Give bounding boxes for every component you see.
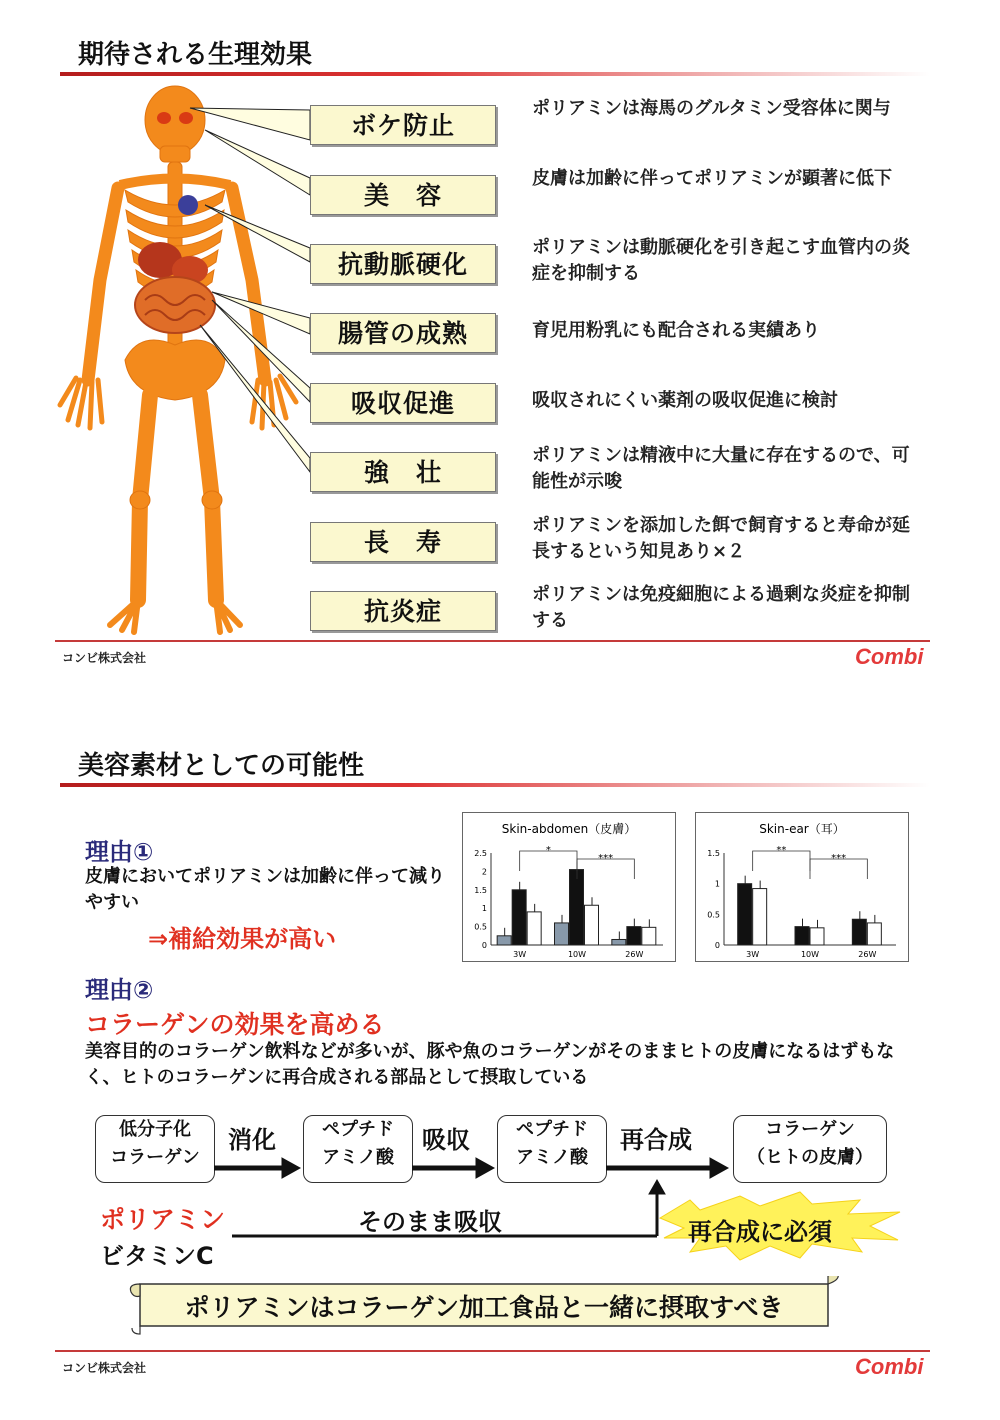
flow-box-line: コラーゲン xyxy=(110,1147,200,1168)
significance-label: ** xyxy=(776,845,787,856)
reason2-heading: 理由② xyxy=(85,976,154,1004)
flow-label-digestion: 消化 xyxy=(228,1126,276,1154)
bar xyxy=(555,923,569,945)
y-tick-label: 0.5 xyxy=(474,922,487,932)
banner-text: ポリアミンはコラーゲン加工食品と一緒に摂取すべき xyxy=(184,1293,784,1322)
reason2-subheading: コラーゲンの効果を高める xyxy=(85,1010,385,1039)
flow-box-line: ペプチド xyxy=(322,1119,394,1140)
slide1-title: 期待される生理効果 xyxy=(78,40,313,70)
effect-box-intestinal-maturation: 腸管の成熟 xyxy=(310,313,496,353)
footer-company: コンビ株式会社 xyxy=(62,1361,147,1375)
reason2-text: 美容目的のコラーゲン飲料などが多いが、豚や魚のコラーゲンがそのままヒトの皮膚になるはずもなく、ヒトのコラーゲンに再合成される部品として摂取している xyxy=(85,1041,895,1088)
effect-box-absorption-promotion: 吸収促進 xyxy=(310,383,496,423)
reason1-conclusion: ⇒補給効果が高い xyxy=(148,925,337,953)
flow-box-line: アミノ酸 xyxy=(516,1147,588,1168)
effect-box-dementia-prevention: ボケ防止 xyxy=(310,105,496,145)
y-tick-label: 0 xyxy=(481,941,487,950)
bar xyxy=(612,939,626,945)
x-tick-label: 26W xyxy=(625,950,644,959)
bar xyxy=(753,889,767,945)
bar xyxy=(512,890,526,945)
effect-desc: ポリアミンは免疫細胞による過剰な炎症を抑制する xyxy=(532,584,910,631)
x-tick-label: 3W xyxy=(746,950,760,959)
bar xyxy=(497,936,511,945)
flow-box-line: アミノ酸 xyxy=(322,1147,394,1168)
chart-skin-abdomen xyxy=(462,812,676,962)
effect-desc: ポリアミンは海馬のグルタミン受容体に関与 xyxy=(532,98,891,119)
chart-skin-ear-svg xyxy=(696,813,908,961)
flow-label-resynthesis: 再合成 xyxy=(620,1126,692,1154)
effect-desc: 育児用粉乳にも配合される実績あり xyxy=(532,320,820,341)
slide2-title: 美容素材としての可能性 xyxy=(78,751,365,781)
bar xyxy=(795,927,809,945)
effect-desc: ポリアミンを添加した餌で飼育すると寿命が延長するという知見あり×２ xyxy=(532,515,910,562)
significance-label: *** xyxy=(598,853,614,864)
flow-box-line: （ヒトの皮膚） xyxy=(747,1147,873,1168)
bar xyxy=(738,884,752,945)
effect-desc: 吸収されにくい薬剤の吸収促進に検討 xyxy=(532,390,838,411)
vitamin-c-label: ビタミンC xyxy=(100,1242,214,1270)
effect-box-longevity: 長 寿 xyxy=(310,522,496,562)
y-tick-label: 2 xyxy=(481,867,487,877)
effect-box-beauty: 美 容 xyxy=(310,175,496,215)
flow-box-line: 低分子化 xyxy=(119,1119,191,1140)
flow-box-line: コラーゲン xyxy=(765,1119,855,1140)
effect-box-vitality: 強 壮 xyxy=(310,452,496,492)
y-tick-label: 0.5 xyxy=(707,910,720,920)
x-tick-label: 26W xyxy=(858,950,877,959)
footer-company: コンビ株式会社 xyxy=(62,651,147,665)
bar xyxy=(642,927,656,945)
polyamine-label: ポリアミン xyxy=(100,1205,226,1234)
title-underline xyxy=(60,783,930,787)
combi-logo: Combi xyxy=(855,1354,924,1379)
flow-label-absorption: 吸収 xyxy=(422,1126,470,1154)
significance-label: *** xyxy=(831,853,847,864)
footer-divider xyxy=(55,1350,930,1352)
bar xyxy=(585,905,599,945)
effect-desc: ポリアミンは動脈硬化を引き起こす血管内の炎症を抑制する xyxy=(532,237,910,284)
resynthesis-essential-label: 再合成に必須 xyxy=(688,1218,832,1246)
effect-desc: 皮膚は加齢に伴ってポリアミンが顕著に低下 xyxy=(532,168,892,189)
x-tick-label: 10W xyxy=(567,950,587,959)
effect-desc: ポリアミンは精液中に大量に存在するので、可能性が示唆 xyxy=(532,445,910,492)
bar xyxy=(810,928,824,945)
reason1-text: 皮膚においてポリアミンは加齢に伴って減りやすい xyxy=(85,866,445,913)
y-tick-label: 1.5 xyxy=(707,849,720,858)
x-tick-label: 3W xyxy=(513,950,527,959)
footer-divider xyxy=(55,640,930,642)
effect-box-anti-inflammation: 抗炎症 xyxy=(310,591,496,631)
flow-box-line: ペプチド xyxy=(516,1119,588,1140)
combi-logo: Combi xyxy=(855,644,924,669)
effect-box-anti-arteriosclerosis: 抗動脈硬化 xyxy=(310,244,496,284)
y-tick-label: 2.5 xyxy=(474,849,487,858)
significance-label: * xyxy=(545,845,551,856)
chart-title: Skin-abdomen（皮膚） xyxy=(501,822,637,836)
x-tick-label: 10W xyxy=(800,950,820,959)
reason1-heading: 理由① xyxy=(85,838,154,866)
y-tick-label: 1.5 xyxy=(474,885,487,895)
y-tick-label: 1 xyxy=(481,904,487,914)
direct-absorption-label: そのまま吸収 xyxy=(358,1208,502,1236)
chart-title: Skin-ear（耳） xyxy=(759,822,845,836)
chart-skin-ear xyxy=(695,812,909,962)
bar xyxy=(852,919,866,945)
chart-skin-abdomen-svg xyxy=(463,813,675,961)
bar xyxy=(627,927,641,945)
y-tick-label: 0 xyxy=(714,941,720,950)
bar xyxy=(570,870,584,945)
bar xyxy=(867,923,881,945)
y-tick-label: 1 xyxy=(714,879,720,889)
bar xyxy=(527,912,541,945)
